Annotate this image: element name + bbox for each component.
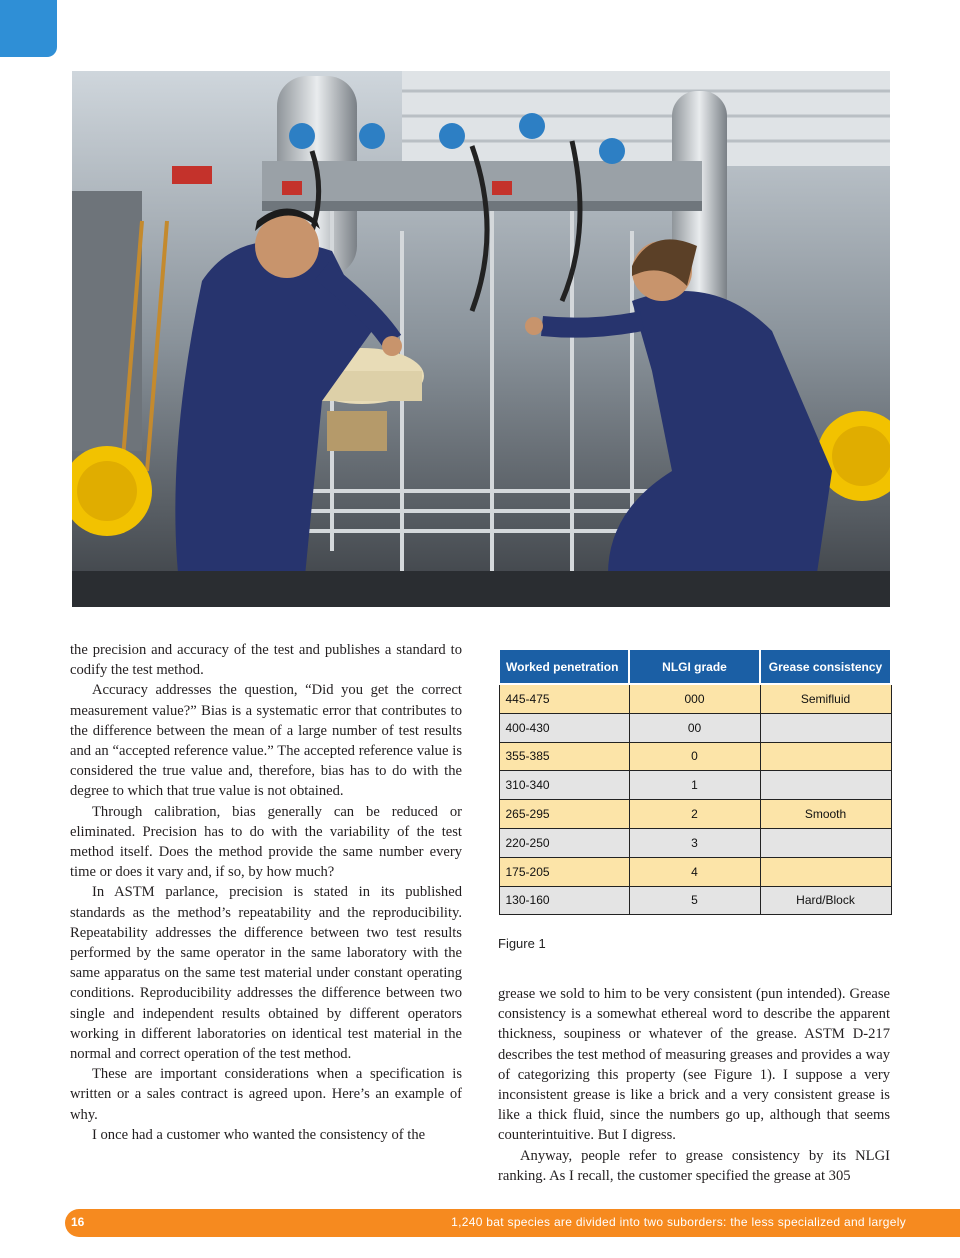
table-row: [499, 828, 891, 857]
paragraph: grease we sold to him to be very consistent (pun intended). Grease consistency is a somewhat ethereal word to describe the apparent thickness, soupiness or whatever of the grease. ASTM D-217 describes the test method of measuring greases and provides a way of categorizing this property (see Figure 1). I suppose a very inconsistent grease is like a brick and a very consistent grease is like a thick fluid, since the numbers go up, although that seems counterintuitive. But I digress.: [498, 986, 890, 1144]
cell-consistency: Smooth: [760, 800, 891, 829]
right-column: [498, 984, 890, 1186]
footer-bar: [65, 1209, 960, 1237]
nlgi-grade-table: [498, 648, 892, 915]
cell-penetration: 130-160: [499, 886, 629, 915]
cell-grade: 3: [629, 828, 760, 857]
page-number: 16: [71, 1215, 85, 1229]
cell-consistency: [760, 857, 891, 886]
paragraph: Accuracy addresses the question, “Did you get the correct measurement value?” Bias is a systematic error that contributes to the difference between the mean of a large number of test results and an “accepted reference value.” The accepted reference value is considered the true value and, therefore, bias has to do with the degree to which that true value is not obtained.: [70, 682, 462, 800]
cell-grade: 00: [629, 713, 760, 742]
table-header-row: [499, 649, 891, 684]
table-row: [499, 684, 891, 713]
cell-penetration: 220-250: [499, 828, 629, 857]
cell-consistency: [760, 828, 891, 857]
corner-tab: [0, 0, 57, 57]
cell-consistency: [760, 742, 891, 771]
paragraph: the precision and accuracy of the test and publishes a standard to codify the test method.: [70, 642, 462, 679]
cell-grade: 000: [629, 684, 760, 713]
footer-fact-text: 1,240 bat species are divided into two suborders: the less specialized and largely: [451, 1215, 906, 1229]
paragraph: Through calibration, bias generally can be reduced or eliminated. Precision has to do with the variability of the test method itself. Does the method provide the same number every time or does it vary and, if so, by how much?: [70, 803, 462, 881]
paragraph: In ASTM parlance, precision is stated in its published standards as the method’s repeatability and the reproducibility. Repeatability addresses the difference between two test results performed by the same operator in the same laboratory with the same apparatus on the same test material under constant operating conditions. Reproducibility addresses the difference between two single and independent results obtained by different operators working in different laboratories on identical test material in the normal and correct operation of the test method.: [70, 884, 462, 1063]
cell-penetration: 355-385: [499, 742, 629, 771]
cell-penetration: 310-340: [499, 771, 629, 800]
table-row: [499, 886, 891, 915]
header-grease-consistency: Grease consistency: [760, 649, 891, 684]
cell-penetration: 445-475: [499, 684, 629, 713]
table-row: [499, 857, 891, 886]
table-row: [499, 713, 891, 742]
paragraph: Anyway, people refer to grease consistency by its NLGI ranking. As I recall, the customer specified the grease at 305: [498, 1147, 890, 1184]
cell-penetration: 400-430: [499, 713, 629, 742]
header-worked-penetration: Worked penetration: [499, 649, 629, 684]
cell-grade: 5: [629, 886, 760, 915]
cell-consistency: [760, 713, 891, 742]
table-row: [499, 800, 891, 829]
industrial-workers-photo: [72, 71, 890, 607]
cell-grade: 4: [629, 857, 760, 886]
left-column: [70, 640, 462, 1145]
cell-penetration: 175-205: [499, 857, 629, 886]
header-nlgi-grade: NLGI grade: [629, 649, 760, 684]
cell-grade: 1: [629, 771, 760, 800]
cell-penetration: 265-295: [499, 800, 629, 829]
cell-grade: 0: [629, 742, 760, 771]
cell-grade: 2: [629, 800, 760, 829]
figure-caption: Figure 1: [498, 936, 546, 951]
paragraph: These are important considerations when a specification is written or a sales contract is agreed upon. Here’s an example of why.: [70, 1066, 462, 1123]
table-row: [499, 742, 891, 771]
cell-consistency: Hard/Block: [760, 886, 891, 915]
paragraph: I once had a customer who wanted the consistency of the: [92, 1126, 426, 1143]
cell-consistency: [760, 771, 891, 800]
table-row: [499, 771, 891, 800]
cell-consistency: Semifluid: [760, 684, 891, 713]
